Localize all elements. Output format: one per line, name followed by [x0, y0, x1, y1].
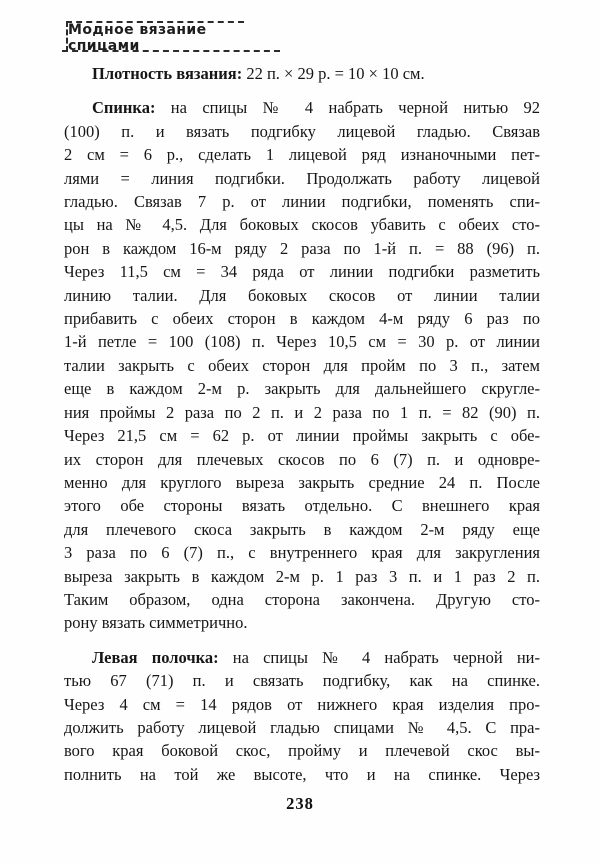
text-line: менно для круглого выреза закрыть средние 24 п. После	[64, 472, 540, 492]
lead-in-bold: Спинка:	[92, 98, 156, 118]
text-line: вого края боковой скос, пройму и плечевой скос вы-	[64, 741, 540, 761]
text-line: рону вязать симметрично.	[64, 613, 248, 633]
text-line: Через 4 см = 14 рядов от нижнего края изделия про-	[64, 694, 540, 714]
text-line: Левая полочка: на спицы № 4 набрать черной ни-	[92, 647, 540, 667]
text-line: гладью. Связав 7 р. от линии подгибки, поменять спи-	[64, 192, 540, 212]
text-line: линию талии. Для боковых скосов от линии талии	[64, 285, 540, 305]
running-head-label: Модное вязание спицами	[68, 21, 207, 54]
text-line: 1-й петле = 100 (108) п. Через 10,5 см = 30 р. от линии	[64, 332, 540, 352]
text-line: талии закрыть с обеих сторон для пройм по 3 п., затем	[64, 355, 540, 375]
text-line: их сторон для плечевых скосов по 6 (7) п. и одновре-	[64, 449, 540, 469]
text-line: (100) п. и вязать подгибку лицевой гладью. Связав	[64, 121, 540, 141]
text-line: полнить на той же высоте, что и на спинке. Через	[64, 764, 540, 784]
paragraph-left-front	[64, 646, 540, 786]
text-line: 3 раза по 6 (7) п., с внутреннего края для закругления	[64, 543, 540, 563]
text-line: этого обе стороны вязать отдельно. С внешнего края	[64, 496, 540, 516]
paragraph-gauge	[64, 62, 540, 85]
running-head-underline	[62, 50, 280, 52]
text-line: ния проймы 2 раза по 2 п. и 2 раза по 1 п. = 82 (90) п.	[64, 402, 540, 422]
text-line: прибавить с обеих сторон в каждом 4-м ряду 6 раз по	[64, 309, 540, 329]
text-line: для плечевого скоса закрыть в каждом 2-м ряду еще	[64, 519, 540, 539]
lead-in-bold: Левая полочка:	[92, 647, 219, 667]
lead-in-bold: Плотность вязания:	[92, 64, 243, 83]
text-line: Через 11,5 см = 34 ряда от линии подгибки разметить	[64, 262, 540, 282]
text-line: 2 см = 6 р., сделать 1 лицевой ряд изнаночными пет-	[64, 145, 540, 165]
paragraph-back	[64, 96, 540, 634]
text-line: еще в каждом 2-м р. закрыть для дальнейшего скругле-	[64, 379, 540, 399]
text-line: Плотность вязания: 22 п. × 29 р. = 10 × 10 см.	[92, 64, 425, 83]
text-line: Спинка: на спицы № 4 набрать черной нитью 92	[92, 98, 540, 118]
text-line: должить работу лицевой гладью спицами № 4,5. С пра-	[64, 717, 540, 737]
text-line: Таким образом, одна сторона закончена. Другую сто-	[64, 589, 540, 609]
text-line: Через 21,5 см = 62 р. от линии проймы закрыть с обе-	[64, 426, 540, 446]
page-number: 238	[286, 794, 314, 813]
text-line: цы на № 4,5. Для боковых скосов убавить с обеих сто-	[64, 215, 540, 235]
text-line: лями = линия подгибки. Продолжать работу лицевой	[64, 168, 540, 188]
text-block	[64, 62, 540, 797]
text-line: выреза закрыть в каждом 2-м р. 1 раз 3 п. и 1 раз 2 п.	[64, 566, 540, 586]
text-line: тью 67 (71) п. и связать подгибку, как на спинке.	[64, 671, 540, 691]
text-line: рон в каждом 16-м ряду 2 раза по 1-й п. = 88 (96) п.	[64, 238, 540, 258]
running-head-box	[66, 21, 244, 52]
